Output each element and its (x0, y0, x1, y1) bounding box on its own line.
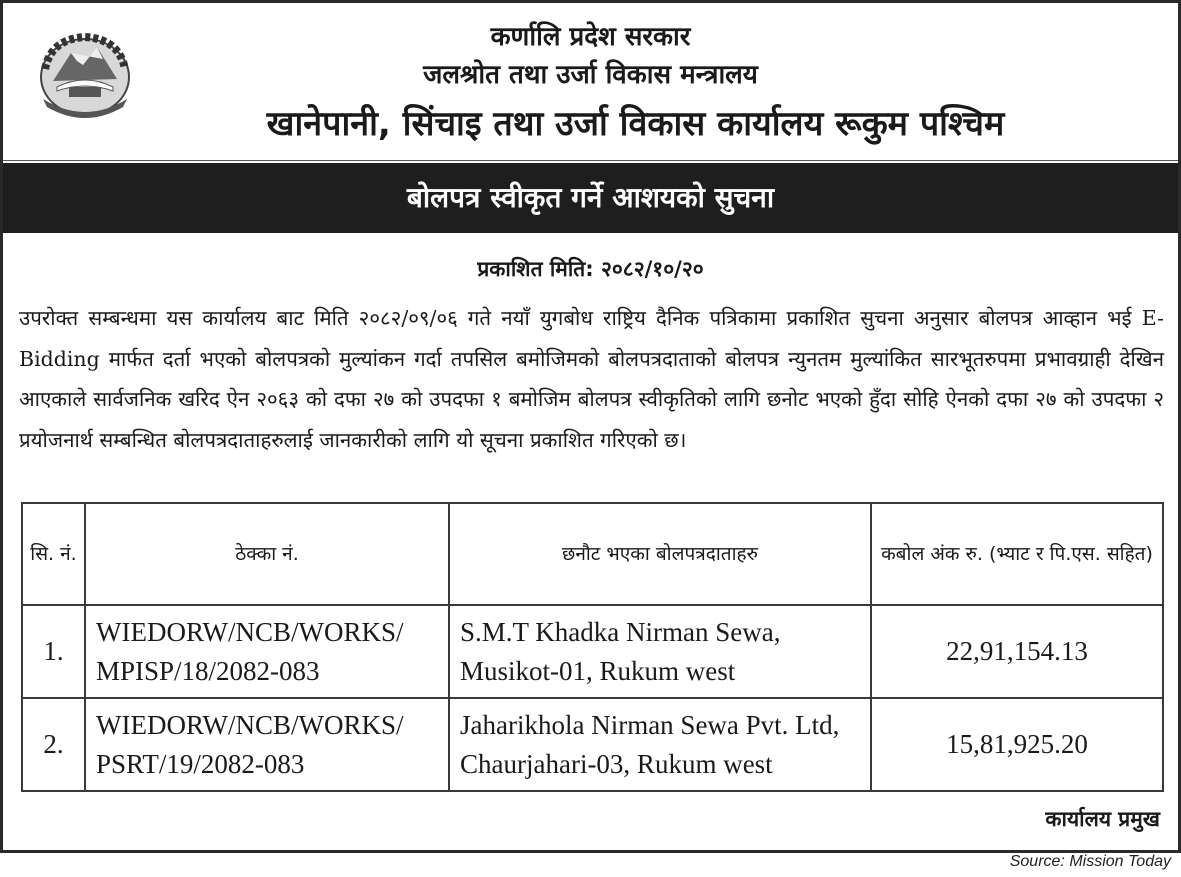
header-contract-no: ठेक्का नं. (85, 503, 449, 605)
ministry-title: जलश्रोत तथा उर्जा विकास मन्त्रालय (423, 60, 758, 90)
cell-amount: 15,81,925.20 (871, 698, 1163, 791)
cell-contract-no: WIEDORW/NCB/WORKS/ PSRT/19/2082-083 (85, 698, 449, 791)
cell-sn: 1. (22, 605, 85, 698)
cell-bidder: Jaharikhola Nirman Sewa Pvt. Ltd, Chaurjahari-03, Rukum west (449, 698, 871, 791)
published-date: प्रकाशित मिति: २०८२/१०/२० (477, 257, 704, 281)
cell-amount: 22,91,154.13 (871, 605, 1163, 698)
header-sn: सि. नं. (22, 503, 85, 605)
notice-title-banner: बोलपत्र स्वीकृत गर्ने आशयको सुचना (3, 163, 1178, 233)
table-header-row (22, 503, 1163, 605)
cell-sn: 2. (22, 698, 85, 791)
cell-bidder: S.M.T Khadka Nirman Sewa, Musikot-01, Rukum west (449, 605, 871, 698)
cell-contract-no: WIEDORW/NCB/WORKS/ MPISP/18/2082-083 (85, 605, 449, 698)
table-row (22, 605, 1163, 698)
source-credit: Source: Mission Today (1009, 853, 1171, 870)
selected-bidders-table (21, 502, 1164, 792)
signature-office-chief: कार्यालय प्रमुख (1045, 807, 1160, 831)
header (3, 3, 1178, 161)
header-amount: कबोल अंक रु. (भ्याट र पि.एस. सहित) (871, 503, 1163, 605)
header-bidders: छनौट भएका बोलपत्रदाताहरु (449, 503, 871, 605)
notice-body-paragraph: उपरोक्त सम्बन्धमा यस कार्यालय बाट मिति २०८२/०९/०६ गते नयाँ युगबोध राष्ट्रिय दैनिक पत्रिकामा प्रकाशित सुचना अनुसार बोलपत्र आव्हान भई E-Bidding मार्फत दर्ता भएको बोलपत्रको मुल्यांकन गर्दा तपसिल बमोजिमको बोलपत्रदाताको बोलपत्र न्युनतम मुल्यांकित सारभूतरुपमा प्रभावग्राही देखिन आएकाले सार्वजनिक खरिद ऐन २०६३ को दफा २७ को उपदफा १ बमोजिम बोलपत्र स्वीकृतिको लागि छनोट भएको हुँदा सोहि ऐनको दफा २७ को उपदफा २ प्रयोजनार्थ सम्बन्धित बोलपत्रदाताहरुलाई जानकारीको लागि यो सूचना प्रकाशित गरिएको छ। (19, 306, 1164, 452)
office-title: खानेपानी, सिंचाइ तथा उर्जा विकास कार्यालय रूकुम पश्चिम (266, 104, 1005, 144)
table-row (22, 698, 1163, 791)
province-government-title: कर्णालि प्रदेश सरकार (490, 22, 691, 52)
